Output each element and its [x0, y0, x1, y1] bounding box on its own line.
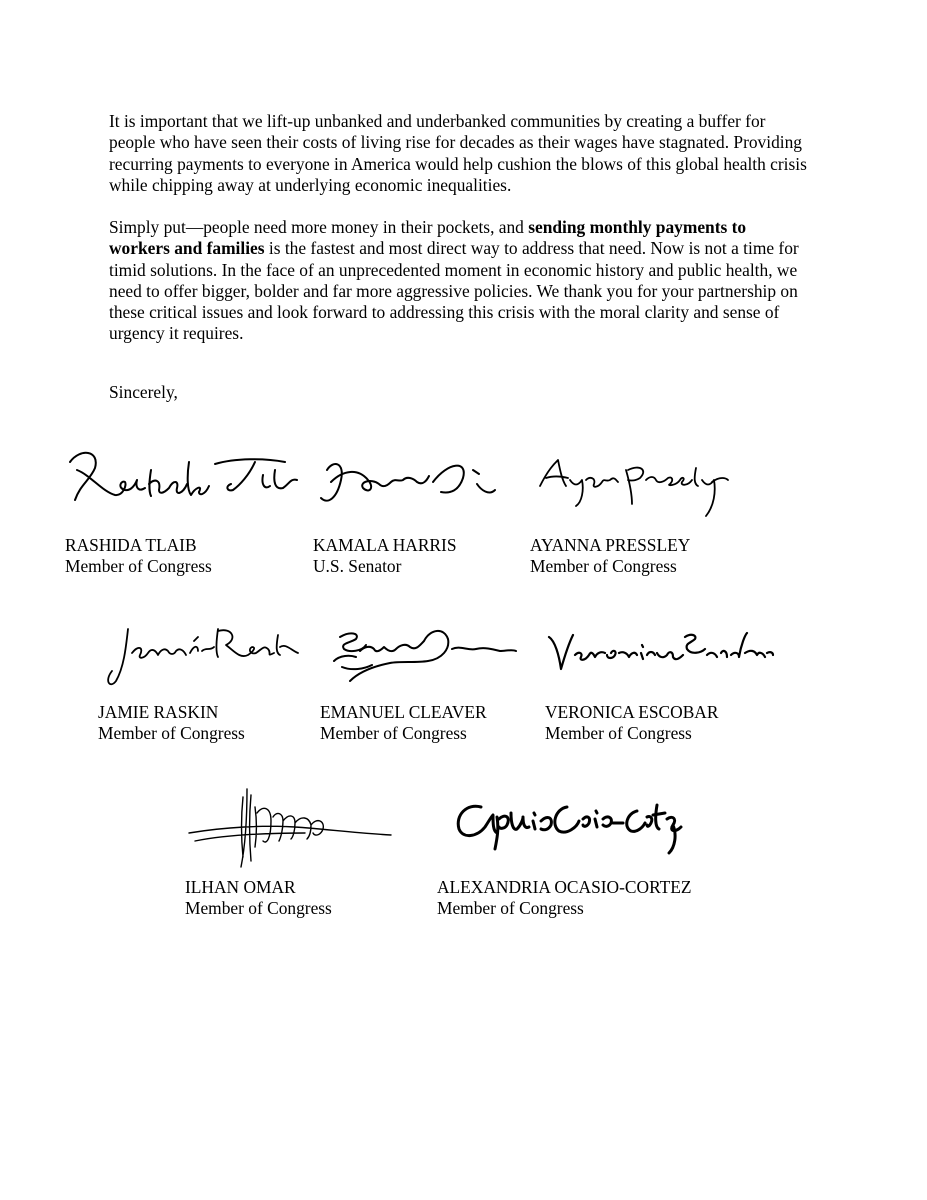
signatory-title: Member of Congress [545, 723, 692, 743]
body-paragraph-2 [109, 217, 809, 345]
signature-ayanna-pressley [530, 440, 750, 530]
signatory-block [313, 440, 553, 590]
signatory-name: ILHAN OMAR [185, 877, 296, 897]
signatory-block [530, 440, 770, 590]
signatory-block [437, 777, 692, 927]
signatory-name: KAMALA HARRIS [313, 535, 457, 555]
signatory-block [65, 440, 305, 590]
signatory-block [98, 607, 338, 757]
signature-jamie-raskin [98, 607, 318, 697]
signatory-block [320, 607, 560, 757]
signatory-title: Member of Congress [65, 556, 212, 576]
signatory-title: Member of Congress [98, 723, 245, 743]
signatory-name: EMANUEL CLEAVER [320, 702, 487, 722]
signatory-title: Member of Congress [185, 898, 332, 918]
signature-ilhan-omar [185, 777, 405, 877]
body-paragraph-1: It is important that we lift-up unbanked and underbanked communities by creating a buffer for people who have seen their costs of living rise for decades as their wages have stagnated. Providing recurring payments to everyone in America would help cushion the blows of this global health crisis while chipping away at underlying economic inequalities. [109, 111, 807, 195]
signatory-name: VERONICA ESCOBAR [545, 702, 719, 722]
signatory-title: Member of Congress [530, 556, 677, 576]
signatory-block [185, 777, 425, 927]
paragraph-2-text-end: is the fastest and most direct way to address that need. Now is not a time for timid solutions. In the face of an unprecedented moment in economic history and public health, we need to offer bigger, bolder and far more aggressive policies. We thank you for your partnership on these critical issues and look forward to addressing this crisis with the moral clarity and sense of urgency it requires. [109, 238, 799, 344]
signature-rashida-tlaib [65, 440, 305, 520]
signatory-name: JAMIE RASKIN [98, 702, 219, 722]
signatory-title: Member of Congress [437, 898, 584, 918]
paragraph-2-text-start: Simply put—people need more money in their pockets, and [109, 217, 529, 237]
signatory-title: Member of Congress [320, 723, 467, 743]
signatory-title: U.S. Senator [313, 556, 402, 576]
closing-salutation: Sincerely, [109, 382, 178, 402]
signatory-name: ALEXANDRIA OCASIO-CORTEZ [437, 877, 692, 897]
signature-veronica-escobar [545, 607, 775, 697]
signature-alexandria-ocasio-cortez [437, 777, 697, 877]
signatory-name: RASHIDA TLAIB [65, 535, 197, 555]
signatory-name: AYANNA PRESSLEY [530, 535, 691, 555]
signatory-block [545, 607, 785, 757]
signature-kamala-harris [313, 440, 513, 520]
paragraph-2-emphasis: sending monthly payments to workers and families [109, 217, 747, 259]
signature-emanuel-cleaver [320, 607, 520, 697]
